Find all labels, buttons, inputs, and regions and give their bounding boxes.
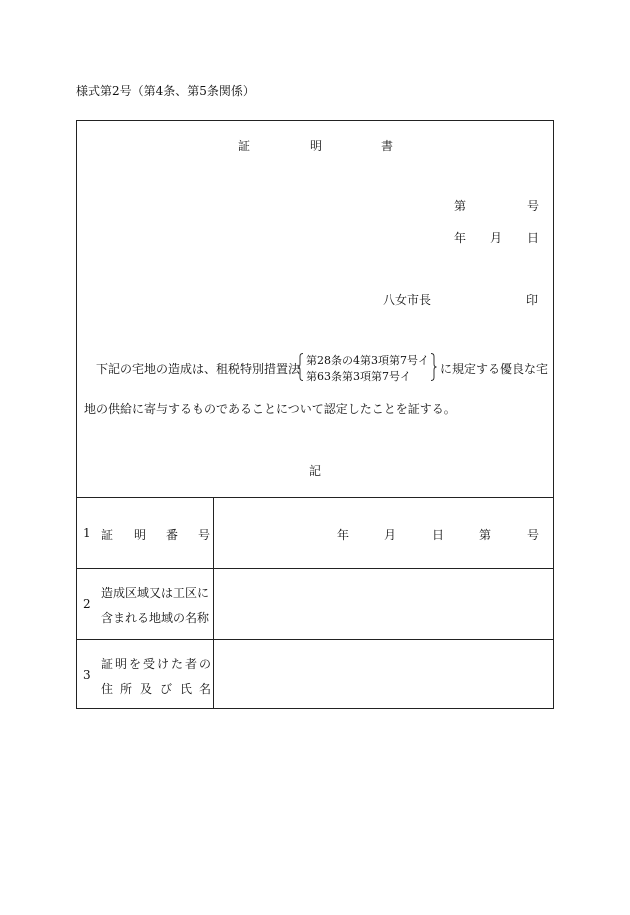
row-1-go: 号 xyxy=(527,528,540,542)
row-divider-1 xyxy=(76,568,554,569)
title-char-3: 書 xyxy=(381,139,394,153)
row-1-year: 年 xyxy=(337,528,350,542)
row-1-label-char-4: 号 xyxy=(198,528,211,542)
title-char-1: 証 xyxy=(238,139,251,153)
row-3-line1-char-2: 明 xyxy=(115,657,128,671)
right-brace-icon xyxy=(430,353,437,381)
row-3-line1-char-3: を xyxy=(129,657,142,671)
row-2-label-line2: 含まれる地域の名称 xyxy=(101,611,210,625)
seal-mark: 印 xyxy=(526,293,539,307)
date-day: 日 xyxy=(527,231,540,245)
ki-heading: 記 xyxy=(309,464,322,478)
number-dai: 第 xyxy=(454,199,467,213)
law-reference-1: 第28条の4第3項第7号イ xyxy=(306,354,429,367)
row-2-label-line1: 造成区域又は工区に xyxy=(101,586,210,600)
row-3-number: 3 xyxy=(83,668,91,682)
row-1-label-char-2: 明 xyxy=(134,528,147,542)
table-column-divider xyxy=(213,497,214,709)
row-1-number: 1 xyxy=(83,526,91,540)
row-3-line2-char-1: 住 xyxy=(101,682,114,696)
row-3-line1-char-4: 受 xyxy=(143,657,156,671)
row-3-line2-char-5: 氏 xyxy=(180,682,193,696)
table-top-divider xyxy=(76,497,554,498)
row-3-line1-char-1: 証 xyxy=(101,657,114,671)
row-1-label-char-1: 証 xyxy=(101,528,114,542)
body-line2: 地の供給に寄与するものであることについて認定したことを証する。 xyxy=(84,402,456,416)
row-2-number: 2 xyxy=(83,597,91,611)
row-divider-2 xyxy=(76,639,554,640)
row-3-line1-char-7: 者 xyxy=(185,657,198,671)
row-3-line1-char-8: の xyxy=(199,657,212,671)
row-3-line2-char-4: び xyxy=(160,682,173,696)
row-3-line1-char-6: た xyxy=(171,657,184,671)
number-go: 号 xyxy=(527,199,540,213)
body-line1-suffix: に規定する優良な宅 xyxy=(440,362,549,376)
row-1-day: 日 xyxy=(432,528,445,542)
title-char-2: 明 xyxy=(310,139,323,153)
form-number-label: 様式第2号（第4条、第5条関係） xyxy=(76,84,255,98)
row-3-line2-char-2: 所 xyxy=(120,682,133,696)
date-year: 年 xyxy=(454,231,467,245)
body-line1-prefix: 下記の宅地の造成は、租税特別措置法 xyxy=(96,362,301,376)
left-brace-icon xyxy=(297,353,304,381)
row-3-line1-char-5: け xyxy=(157,657,170,671)
row-1-month: 月 xyxy=(384,528,397,542)
row-3-line2-char-6: 名 xyxy=(199,682,212,696)
law-reference-2: 第63条第3項第7号イ xyxy=(306,370,411,383)
row-1-label-char-3: 番 xyxy=(166,528,179,542)
issuer-name: 八女市長 xyxy=(383,293,432,307)
row-3-line2-char-3: 及 xyxy=(140,682,153,696)
date-month: 月 xyxy=(490,231,503,245)
row-1-dai: 第 xyxy=(479,528,492,542)
